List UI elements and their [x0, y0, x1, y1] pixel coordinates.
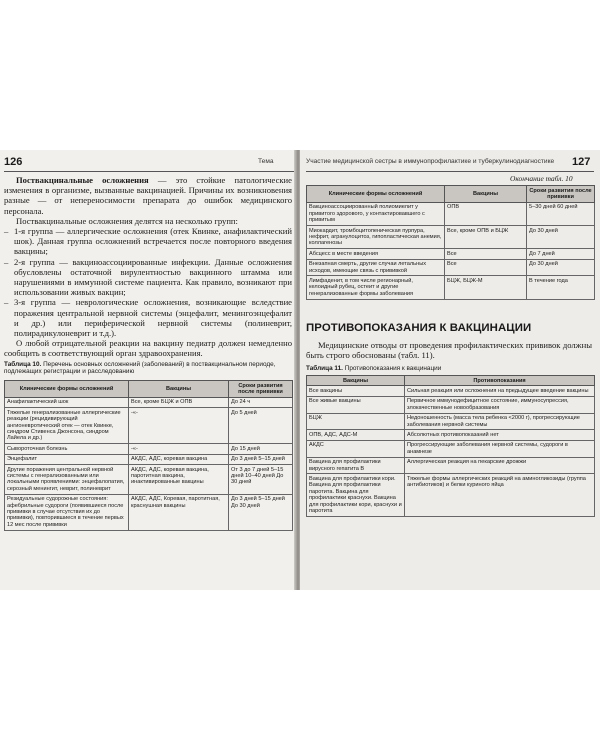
table-row — [307, 226, 595, 249]
header-rule — [306, 171, 594, 172]
table-cell: ОПВ — [445, 202, 527, 225]
column-header: Клинические формы осложнений — [307, 186, 445, 203]
table-header-row — [307, 186, 595, 203]
table-row — [307, 259, 595, 276]
running-head: Участие медицинской сестры в иммунопрофилактике и туберкулинодиагностике — [306, 158, 555, 165]
table-row — [5, 408, 293, 444]
table-cell: БЦЖ — [307, 413, 405, 430]
table-cell: Внезапная смерть, другие случаи летальных исходов, имеющие связь с прививкой — [307, 259, 445, 276]
table-cell: Тяжелые генерализованные аллергические реакции (рецидивирующий ангионевротический отек — отек Квинке, синдром Стивенса Джонсона, синдром Лайела и др.) — [5, 408, 129, 444]
table-cell: 5–30 дней 60 дней — [527, 202, 595, 225]
list-item: – 3-я группа — неврологические осложнения, возникающие вследствие поражения центральной нервной системы (энцефалит, менингоэнцефалит и др.) или периферической нервной системы (полиневрит, полирадикулоневрит и т.д.). — [4, 297, 292, 339]
table-row — [307, 440, 595, 457]
table-continuation-label: Окончание табл. 10 — [510, 174, 573, 183]
section-title: ПРОТИВОПОКАЗАНИЯ К ВАКЦИНАЦИИ — [306, 322, 532, 334]
table-cell: АКДС, АДС, Коревая, паротитная, краснушная вакцины — [129, 494, 229, 530]
column-header: Клинические формы осложнений — [5, 381, 129, 398]
table-cell: Вакцина для профилактики вирусного гепатита B — [307, 457, 405, 474]
list-item: – 1-я группа — аллергические осложнения (отек Квинке, анафилактический шок). Данная группа осложнений встречается после повторного введения вакцины; — [4, 226, 292, 257]
right-page — [300, 150, 600, 590]
table-cell: До 7 дней — [527, 249, 595, 259]
table-row — [5, 494, 293, 530]
table-cell: Недоношенность (масса тела ребенка <2000 г), прогрессирующие заболевания нервной системы — [405, 413, 595, 430]
table-cell: Резидуальные судорожные состояния: афебрильные судороги (появившиеся после прививки в случае отсутствия их до прививки), повторившиеся в течение первых 12 мес после прививки — [5, 494, 129, 530]
table-cell: Аллергическая реакция на пекарские дрожжи — [405, 457, 595, 474]
table-cell: Анафилактический шок — [5, 397, 129, 407]
page-number: 126 — [4, 156, 23, 168]
table-cell: От 3 до 7 дней 5–15 дней 10–40 дней До 30 дней — [229, 465, 293, 495]
column-header: Сроки развития после прививки — [229, 381, 293, 398]
table-cell: До 30 дней — [527, 259, 595, 276]
table-header-row — [307, 376, 595, 386]
table-row — [307, 396, 595, 413]
table-cell: До 24 ч — [229, 397, 293, 407]
table-header-row — [5, 381, 293, 398]
table-cell: АКДС — [307, 440, 405, 457]
table-11 — [306, 375, 595, 517]
paragraph-definition: Поствакцинальные осложнения — это стойкие патологические изменения в организме, вызванные вакцинацией. Причины их возникновения разные — от непереносимости препарата до ошибок медицинского персонала. — [4, 175, 292, 216]
table-cell: Сывороточная болезнь — [5, 444, 129, 454]
table-cell: В течение года — [527, 276, 595, 299]
table-row — [5, 465, 293, 495]
table-row — [5, 444, 293, 454]
table-cell: Все — [445, 249, 527, 259]
table-10 — [4, 380, 293, 531]
page-number: 127 — [572, 156, 591, 168]
table-10-continued — [306, 185, 595, 300]
table-cell: Все живые вакцины — [307, 396, 405, 413]
table-cell: -«- — [129, 444, 229, 454]
column-header: Вакцины — [129, 381, 229, 398]
table-cell: Миокардит, тромбоцитопеническая пурпура, нефрит, агранулоцитоз, гипопластическая анемия, коллагенозы — [307, 226, 445, 249]
table-cell: Лимфаденит, в том числе регионарный, келоидный рубец, остеит и другие генерализованные формы заболевания — [307, 276, 445, 299]
table-cell: Все, кроме БЦЖ и ОПВ — [129, 397, 229, 407]
table-cell: Энцефалит — [5, 454, 129, 464]
paragraph-report: О любой отрицательной реакции на вакцину педиатр должен немедленно сообщить в соответствующий орган здравоохранения. — [4, 338, 292, 359]
table-cell: Абсолютных противопоказаний нет — [405, 430, 595, 440]
table-row — [5, 397, 293, 407]
table-10-caption: Таблица 10. Перечень основных осложнений (заболеваний) в поствакцинальном периоде, подлежащих регистрации и расследованию — [4, 361, 276, 376]
column-header: Сроки развития после прививки — [527, 186, 595, 203]
table-row — [307, 202, 595, 225]
header-rule — [4, 171, 294, 172]
table-row — [307, 457, 595, 474]
table-cell: До 3 дней 5–15 дней До 30 дней — [229, 494, 293, 530]
list-item: – 2-я группа — вакциноассоциированные инфекции. Данные осложнения обусловлены остаточной вирулентностью вакцинного штамма или нарушениями в иммунной системе пациента. Как правило, возникают при использовании живых вакцин; — [4, 256, 292, 298]
table-cell: До 30 дней — [527, 226, 595, 249]
column-header: Вакцины — [445, 186, 527, 203]
table-cell: Другие поражения центральной нервной системы с генерализованными или локальными проявлениями: энцефалопатия, серозный менингит, неврит, полиневрит — [5, 465, 129, 495]
table-row — [307, 430, 595, 440]
body-text — [4, 175, 292, 359]
term-bold: Поствакцинальные осложнения — [16, 175, 149, 185]
left-page — [0, 150, 296, 590]
table-cell: Сильная реакция или осложнения на предыдущее введение вакцины — [405, 386, 595, 396]
table-cell: Первичное иммунодефицитное состояние, иммуносупрессия, злокачественные новообразования — [405, 396, 595, 413]
table-cell: До 5 дней — [229, 408, 293, 444]
table-row — [5, 454, 293, 464]
paragraph-groups-intro: Поствакцинальные осложнения делятся на несколько групп: — [16, 215, 238, 226]
table-cell: ОПВ, АДС, АДС-М — [307, 430, 405, 440]
table-cell: Вакциноассоциированный полиомиелит у привитого здорового, у контактировавшего с привитым — [307, 202, 445, 225]
table-row — [307, 386, 595, 396]
table-cell: Все вакцины — [307, 386, 405, 396]
table-cell: Все, кроме ОПВ и БЦЖ — [445, 226, 527, 249]
running-head: Тема — [258, 158, 274, 165]
table-cell: Тяжелые формы аллергических реакций на аминогликозиды (группа антибиотиков) и белки куриного яйца — [405, 474, 595, 516]
column-header: Вакцины — [307, 376, 405, 386]
table-row — [307, 413, 595, 430]
table-cell: АКДС, АДС, коревая вакцина, паротитная вакцина, инактивированные вакцины — [129, 465, 229, 495]
table-row — [307, 474, 595, 516]
table-11-caption: Таблица 11. Противопоказания к вакцинации — [306, 365, 442, 372]
table-cell: Все — [445, 259, 527, 276]
table-cell: Прогрессирующие заболевания нервной системы, судороги в анамнезе — [405, 440, 595, 457]
table-cell: Абсцесс в месте введения — [307, 249, 445, 259]
table-row — [307, 276, 595, 299]
section-text: Медицинские отводы от проведения профилактических прививок должны быть строго обоснованы (табл. 11). — [306, 340, 592, 361]
table-cell: Вакцина для профилактики кори. Вакцина для профилактики паротита. Вакцина для профилактики краснухи. Вакцина для профилактики кори, краснухи и паротита — [307, 474, 405, 516]
table-cell: До 15 дней — [229, 444, 293, 454]
table-row — [307, 249, 595, 259]
table-cell: -«- — [129, 408, 229, 444]
table-cell: До 3 дней 5–15 дней — [229, 454, 293, 464]
table-cell: АКДС, АДС, коревая вакцина — [129, 454, 229, 464]
table-cell: БЦЖ, БЦЖ-М — [445, 276, 527, 299]
column-header: Противопоказания — [405, 376, 595, 386]
